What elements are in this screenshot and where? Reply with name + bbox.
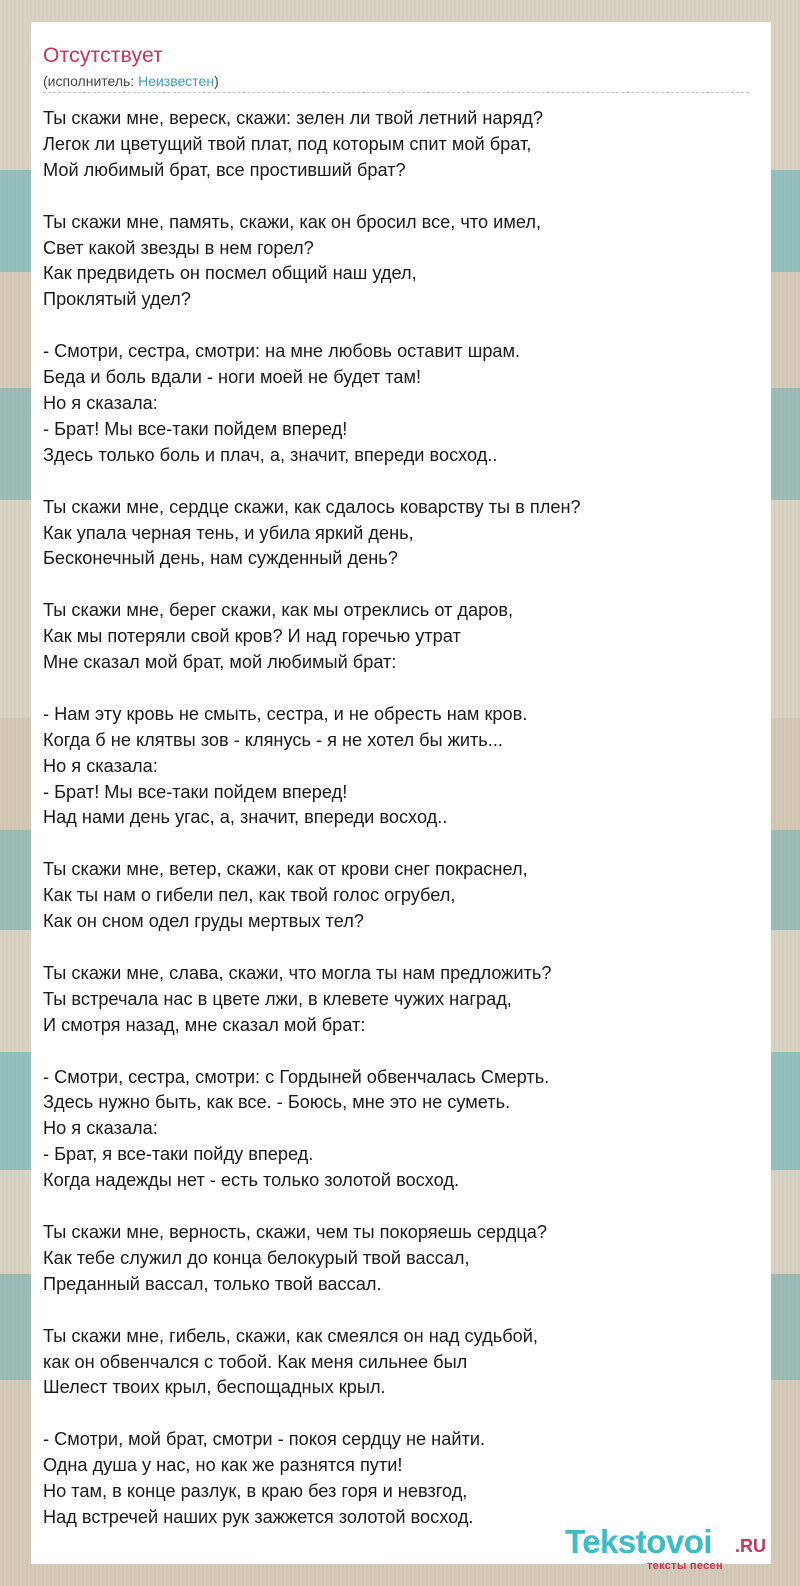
site-logo[interactable] [565, 1524, 775, 1576]
logo-wordmark: Tekstovoi [565, 1523, 713, 1560]
performer-link[interactable]: Неизвестен [138, 73, 215, 89]
lyrics-card [31, 22, 771, 1564]
logo-domain: .RU [735, 1536, 766, 1556]
logo-tagline: тексты песен [647, 1560, 723, 1572]
performer-prefix: (исполнитель: [43, 73, 139, 89]
lyrics-text: Ты скажи мне, вереск, скажи: зелен ли твой летний наряд? Легок ли цветущий твой плат, под которым спит мой брат, Мой любимый брат, все простивший брат? Ты скажи мне, память, скажи, как он бросил все, что имел, Свет какой звезды в нем горел? Как предвидеть он посмел общий наш удел, Проклятый удел? - Смотри, сестра, смотри: на мне любовь оставит шрам. Беда и боль вдали - ноги моей не будет там! Но я сказала: - Брат! Мы все-таки пойдем вперед! Здесь только боль и плач, а, значит, впереди восход.. Ты скажи мне, сердце скажи, как сдалось коварству ты в плен? Как упала черная тень, и убила яркий день, Бесконечный день, нам сужденный день? Ты скажи мне, берег скажи, как мы отреклись от даров, Как мы потеряли свой кров? И над горечью утрат Мне сказал мой брат, мой любимый брат: - Нам эту кровь не смыть, сестра, и не обресть нам кров. Когда б не клятвы зов - клянусь - я не хотел бы жить... Но я сказала: - Брат! Мы все-таки пойдем вперед! Над нами день угас, а, значит, впереди восход.. Ты скажи мне, ветер, скажи, как от крови снег покраснел, Как ты нам о гибели пел, как твой голос огрубел, Как он сном одел груды мертвых тел? Ты скажи мне, слава, скажи, что могла ты нам предложить? Ты встречала нас в цвете лжи, в клевете чужих наград, И смотря назад, мне сказал мой брат: - Смотри, сестра, смотри: с Гордыней обвенчалась Смерть. Здесь нужно быть, как все. - Боюсь, мне это не суметь. Но я сказала: - Брат, я все-таки пойду вперед. Когда надежды нет - есть только золотой восход. Ты скажи мне, верность, скажи, чем ты покоряешь сердца? Как тебе служил до конца белокурый твой вассал, Преданный вассал, только твой вассал. Ты скажи мне, гибель, скажи, как смеялся он над судьбой, как он обвенчался с тобой. Как меня сильнее был Шелест твоих крыл, беспощадных крыл. - Смотри, мой брат, смотри - покоя сердцу не найти. Одна душа у нас, но как же разнятся пути! Но там, в конце разлук, в краю без горя и невзгод, Над встречей наших рук зажжется золотой восход. [43, 108, 581, 1527]
song-title: Отсутствует [43, 44, 163, 67]
title-divider [43, 92, 749, 93]
performer-suffix: ) [214, 73, 219, 89]
performer-line [43, 73, 219, 89]
